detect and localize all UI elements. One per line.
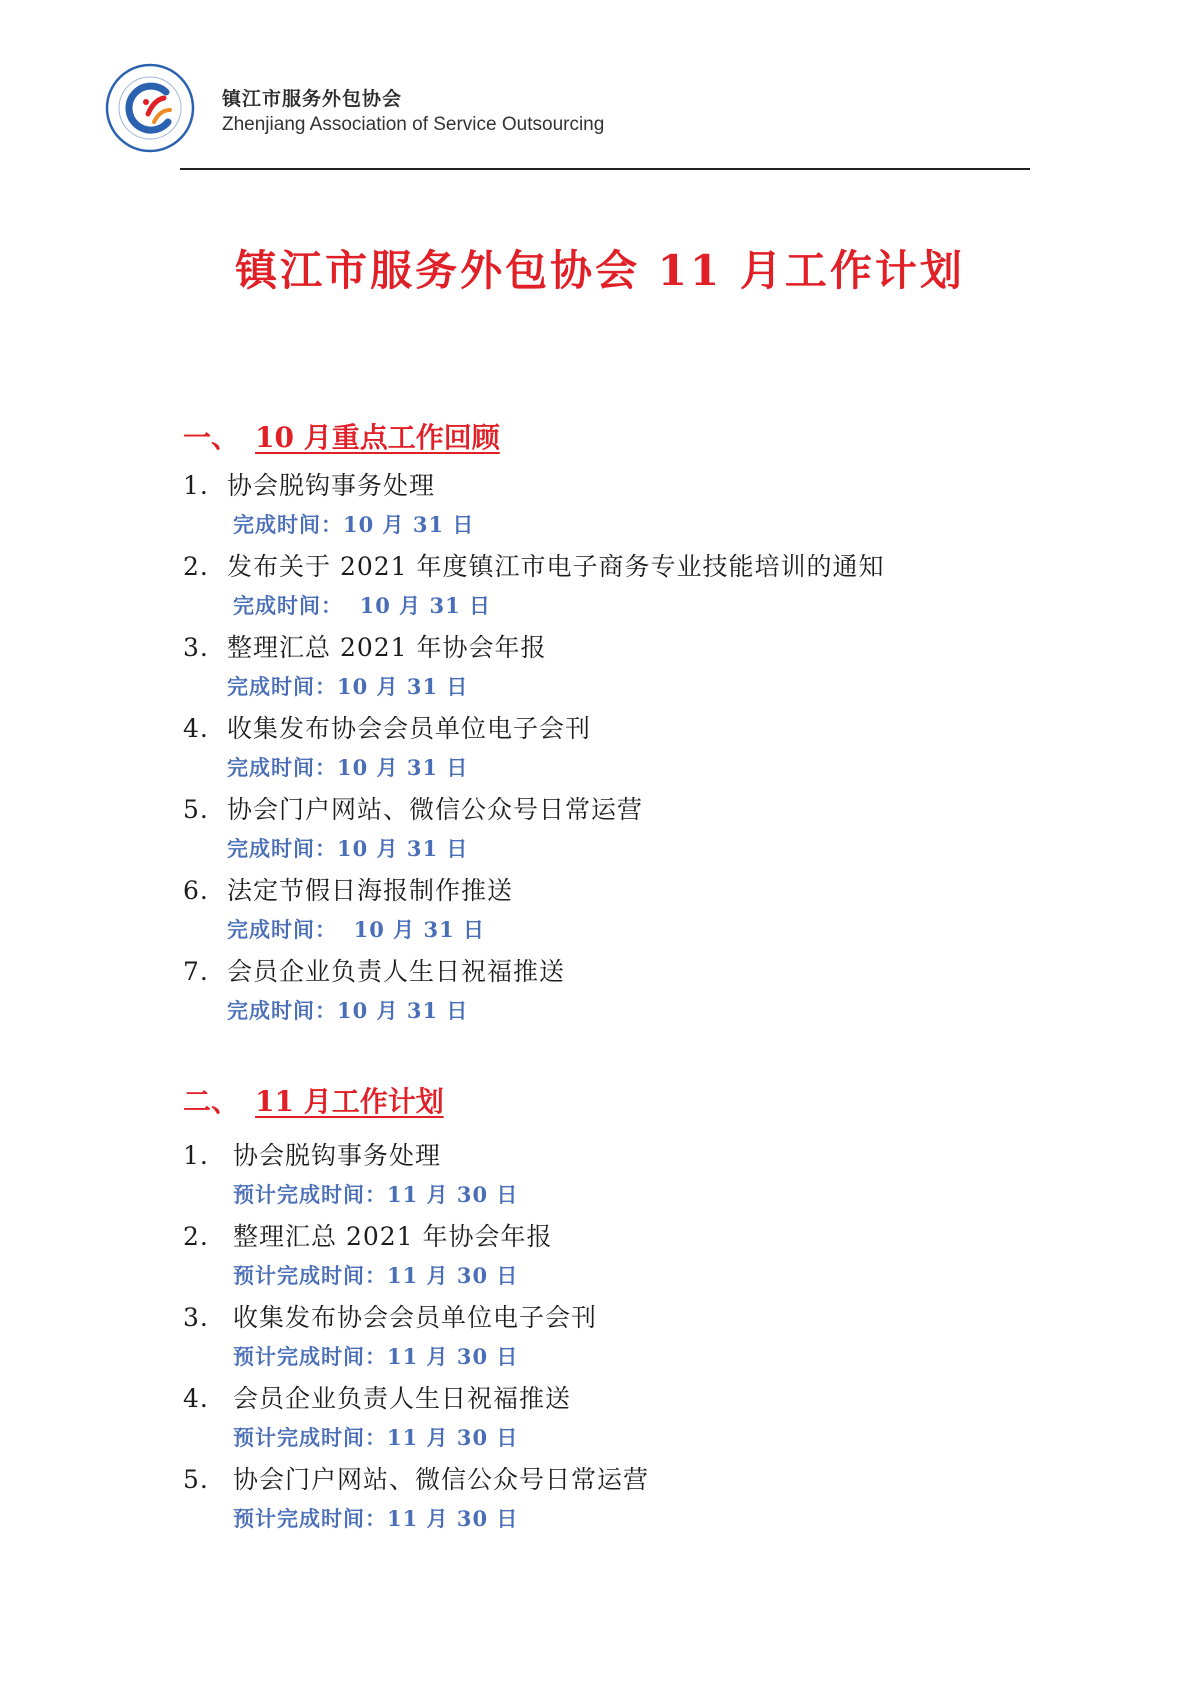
item-title: 整理汇总 2021 年协会年报 [227, 633, 547, 662]
section-title: 10 月重点工作回顾 [255, 421, 500, 454]
org-name-chinese: 镇江市服务外包协会 [222, 88, 403, 110]
document-title: 镇江市服务外包协会 11 月工作计划 [235, 246, 965, 295]
item-completion-date: 预计完成时间：11 月 30 日 [233, 1182, 519, 1207]
item-completion-date: 预计完成时间：11 月 30 日 [233, 1263, 519, 1288]
list-item [183, 1379, 1083, 1460]
item-title: 协会脱钩事务处理 [227, 471, 436, 500]
list-item [183, 871, 1083, 952]
section-november-plan [183, 1080, 1083, 1541]
item-title: 收集发布协会会员单位电子会刊 [227, 714, 592, 743]
item-title: 会员企业负责人生日祝福推送 [227, 957, 566, 986]
item-completion-date: 完成时间：10 月 31 日 [227, 674, 469, 699]
item-index: 2. [183, 552, 209, 581]
list-item [183, 628, 1083, 709]
item-index: 1. [183, 471, 209, 500]
section-heading [183, 416, 1083, 460]
item-index: 6. [183, 876, 209, 905]
item-index: 2. [183, 1222, 209, 1251]
item-completion-date: 完成时间：10 月 31 日 [227, 998, 469, 1023]
list-item [183, 1298, 1083, 1379]
item-index: 3. [183, 633, 209, 662]
list-item [183, 790, 1083, 871]
item-index: 5. [183, 1465, 209, 1494]
section-heading [183, 1080, 1083, 1124]
section-number: 二、 [183, 1085, 240, 1118]
item-completion-date: 完成时间：10 月 31 日 [233, 512, 475, 537]
item-title: 发布关于 2021 年度镇江市电子商务专业技能培训的通知 [227, 552, 885, 581]
list-item [183, 952, 1083, 1033]
item-completion-date: 预计完成时间：11 月 30 日 [233, 1425, 519, 1450]
item-index: 5. [183, 795, 209, 824]
list-item [183, 709, 1083, 790]
list-item [183, 466, 1083, 547]
item-completion-date: 完成时间： 10 月 31 日 [233, 593, 492, 618]
association-logo [104, 62, 196, 154]
item-title: 协会门户网站、微信公众号日常运营 [233, 1465, 650, 1494]
item-index: 4. [183, 1384, 209, 1413]
item-index: 1. [183, 1141, 209, 1170]
org-name-english: Zhenjiang Association of Service Outsourcing [222, 114, 605, 135]
section-october-review [183, 416, 1083, 1033]
item-completion-date: 完成时间： 10 月 31 日 [227, 917, 486, 942]
letterhead [100, 60, 1040, 170]
list-item [183, 1460, 1083, 1541]
list-item [183, 547, 1083, 628]
item-index: 7. [183, 957, 209, 986]
item-completion-date: 预计完成时间：11 月 30 日 [233, 1344, 519, 1369]
item-title: 协会门户网站、微信公众号日常运营 [227, 795, 644, 824]
list-item [183, 1136, 1083, 1217]
item-title: 协会脱钩事务处理 [233, 1141, 442, 1170]
section-number: 一、 [183, 421, 240, 454]
item-title: 法定节假日海报制作推送 [227, 876, 514, 905]
item-completion-date: 预计完成时间：11 月 30 日 [233, 1506, 519, 1531]
item-index: 3. [183, 1303, 209, 1332]
item-completion-date: 完成时间：10 月 31 日 [227, 836, 469, 861]
item-title: 收集发布协会会员单位电子会刊 [233, 1303, 598, 1332]
section-title: 11 月工作计划 [255, 1085, 444, 1118]
header-divider [180, 168, 1030, 170]
item-completion-date: 完成时间：10 月 31 日 [227, 755, 469, 780]
item-title: 整理汇总 2021 年协会年报 [233, 1222, 553, 1251]
item-title: 会员企业负责人生日祝福推送 [233, 1384, 572, 1413]
item-index: 4. [183, 714, 209, 743]
list-item [183, 1217, 1083, 1298]
